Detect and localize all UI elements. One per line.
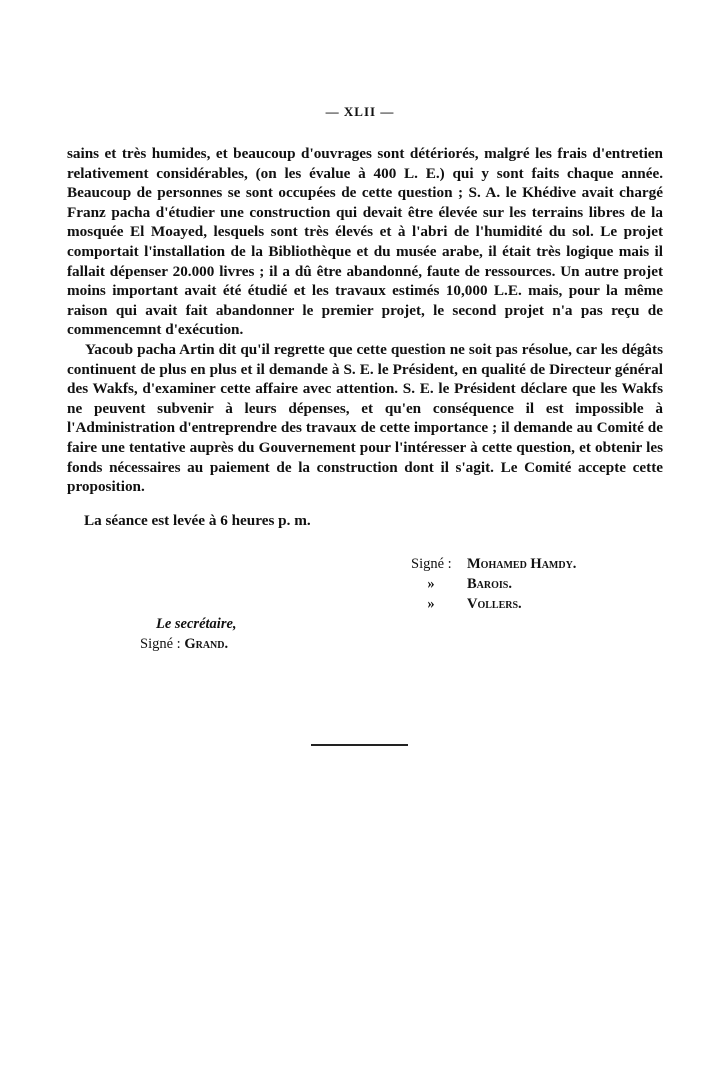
signatory-name: Barois. <box>467 576 512 592</box>
closing-rule-divider <box>311 744 408 746</box>
signature-row <box>411 574 576 594</box>
closing-statement: La séance est levée à 6 heures p. m. <box>84 512 311 529</box>
signatory-name: Mohamed Hamdy. <box>467 556 577 572</box>
body-text <box>67 144 663 497</box>
page-number: — XLII — <box>325 104 395 119</box>
signature-block <box>411 554 576 614</box>
signature-row <box>411 594 576 614</box>
secretary-signature <box>140 634 237 654</box>
signatory-name: Vollers. <box>467 596 522 612</box>
paragraph-continuation: sains et très humides, et beaucoup d'ouvrages sont détériorés, malgré les frais d'entretien relativement considérables, (on les évalue à 400 L. E.) qui y sont faits chaque année. Beaucoup de personnes se sont occupées de cette question ; S. A. le Khédive avait chargé Franz pacha d'étudier une construction qui devait être élevée sur les terrains libres de la mosquée El Moayed, lesquels sont très élevés et à l'abri de l'humidité du sol. Le projet comportait l'installation de la Bibliothèque et du musée arabe, il était très logique mais il fallait dépenser 20.000 livres ; il a dû être abandonné, faute de ressources. Un autre projet moins important avait été étudié et les travaux estimés 10,000 L.E. mais, pour la même raison qui avait fait abandonner le premier projet, le second projet n'a pas reçu de commencemnt d'exécution. <box>67 145 663 339</box>
secretary-block <box>140 614 237 654</box>
ditto-mark: » <box>427 596 435 612</box>
signature-row <box>411 554 576 574</box>
signed-label: Signé : <box>140 636 181 652</box>
ditto-mark: » <box>427 576 435 592</box>
signed-label: Signé : <box>411 556 452 572</box>
secretary-title: Le secrétaire, <box>156 616 237 632</box>
secretary-name: Grand. <box>184 636 229 652</box>
paragraph-yacoub-pacha: Yacoub pacha Artin dit qu'il regrette que cette question ne soit pas résolue, car les dégâts continuent de plus en plus et il demande à S. E. le Président, en qualité de Directeur général des Wakfs, d'examiner cette affaire avec attention. S. E. le Président déclare que les Wakfs ne peuvent subvenir à leurs dépenses, et qu'en conséquence il est impossible à l'Administration d'entreprendre des travaux de cette importance ; il demande au Comité de faire une tentative auprès du Gouvernement pour l'intéresser à cette question, et obtenir les fonds nécessaires au paiement de la construction dont il s'agit. Le Comité accepte cette proposition. <box>67 340 663 496</box>
